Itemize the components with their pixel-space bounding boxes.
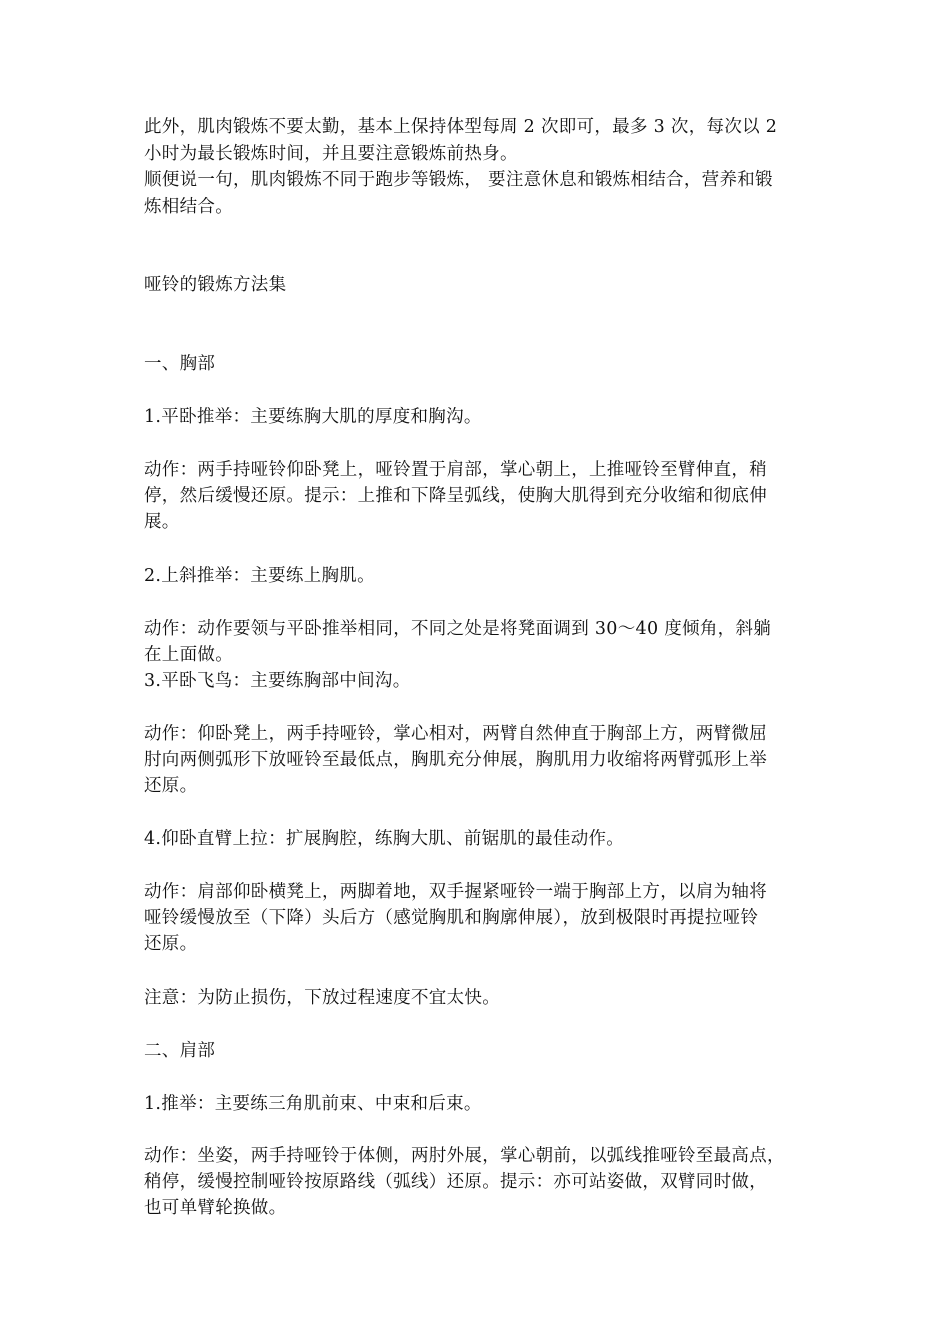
chest-exercise-1-action-line: 停，然后缓慢还原。提示：上推和下降呈弧线，使胸大肌得到充分收缩和彻底伸 [144,486,767,506]
chest-exercise-3-action-line: 动作：仰卧凳上，两手持哑铃，掌心相对，两臂自然伸直于胸部上方，两臂微屈 [144,724,767,744]
chest-exercise-2-action-line: 动作：动作要领与平卧推举相同，不同之处是将凳面调到 30～40 度倾角，斜躺 [144,619,772,639]
section-heading-chest: 一、胸部 [144,354,216,374]
chest-exercise-1-title: 1.平卧推举：主要练胸大肌的厚度和胸沟。 [144,407,482,427]
intro-line-3: 顺便说一句，肌肉锻炼不同于跑步等锻炼， 要注意休息和锻炼相结合，营养和锻 [144,170,773,190]
chest-note: 注意：为防止损伤，下放过程速度不宜太快。 [144,988,500,1008]
shoulder-exercise-1-title: 1.推举：主要练三角肌前束、中束和后束。 [144,1094,482,1114]
chest-exercise-3-action-line: 肘向两侧弧形下放哑铃至最低点，胸肌充分伸展，胸肌用力收缩将两臂弧形上举 [144,750,767,770]
intro-line-4: 炼相结合。 [144,197,233,217]
chest-exercise-2-action-line: 在上面做。 [144,645,233,665]
chest-exercise-1-action-line: 展。 [144,512,180,532]
chest-exercise-4-title: 4.仰卧直臂上拉：扩展胸腔，练胸大肌、前锯肌的最佳动作。 [144,829,625,849]
section-heading-shoulder: 二、肩部 [144,1041,216,1061]
chest-exercise-3-title: 3.平卧飞鸟：主要练胸部中间沟。 [144,671,411,691]
shoulder-exercise-1-action-line: 也可单臂轮换做。 [144,1198,287,1218]
intro-line-2: 小时为最长锻炼时间，并且要注意锻炼前热身。 [144,144,518,164]
chest-exercise-4-action-line: 动作：肩部仰卧横凳上，两脚着地，双手握紧哑铃一端于胸部上方，以肩为轴将 [144,882,767,902]
chest-exercise-4-action-line: 还原。 [144,934,198,954]
chest-exercise-4-action-line: 哑铃缓慢放至（下降）头后方（感觉胸肌和胸廓伸展），放到极限时再提拉哑铃 [144,908,759,928]
chest-exercise-2-title: 2.上斜推举：主要练上胸肌。 [144,566,375,586]
document-title: 哑铃的锻炼方法集 [144,275,287,295]
intro-line-1: 此外，肌肉锻炼不要太勤，基本上保持体型每周 2 次即可，最多 3 次，每次以 2 [144,117,778,137]
shoulder-exercise-1-action-line: 动作：坐姿，两手持哑铃于体侧，两肘外展，掌心朝前，以弧线推哑铃至最高点， [144,1146,785,1166]
chest-exercise-1-action-line: 动作：两手持哑铃仰卧凳上，哑铃置于肩部，掌心朝上，上推哑铃至臂伸直，稍 [144,460,767,480]
chest-exercise-3-action-line: 还原。 [144,776,198,796]
shoulder-exercise-1-action-line: 稍停，缓慢控制哑铃按原路线（弧线）还原。提示：亦可站姿做，双臂同时做， [144,1172,767,1192]
